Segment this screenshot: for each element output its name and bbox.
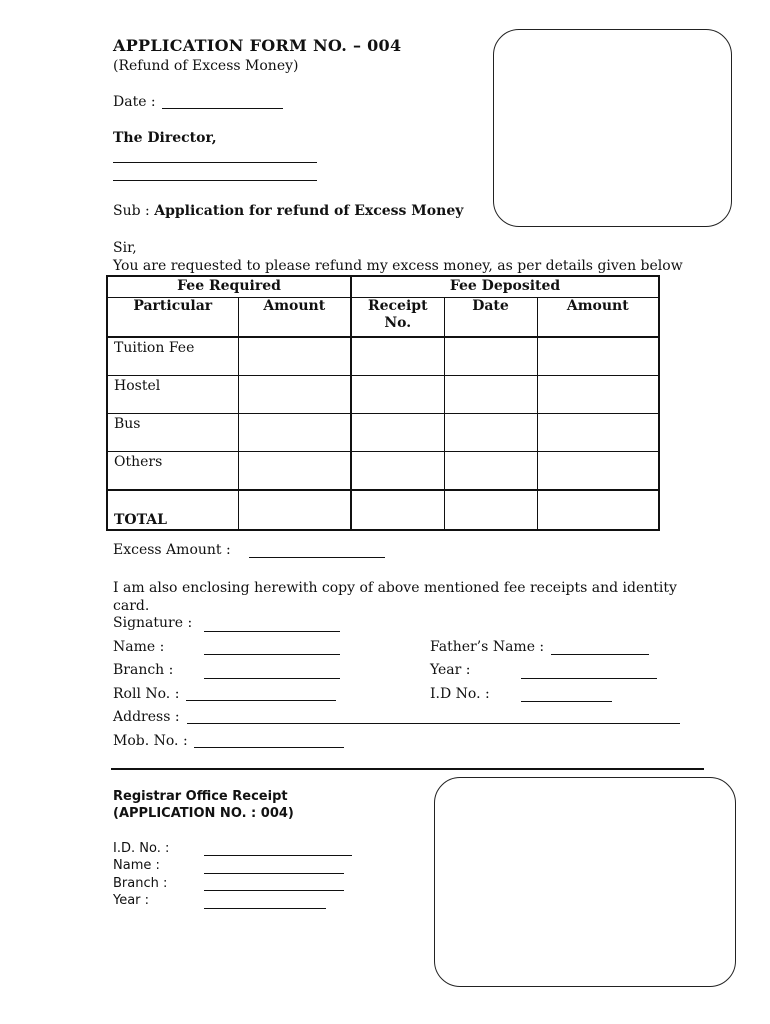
- name-label: Name :: [113, 639, 165, 655]
- excess-amount-field[interactable]: [249, 557, 385, 558]
- branch-field[interactable]: [204, 678, 340, 679]
- year-field[interactable]: [521, 678, 657, 679]
- intro-text: You are requested to please refund my excess money, as per details given below: [113, 258, 683, 274]
- receipt-year-label: Year :: [113, 893, 150, 908]
- column-header: Particular: [107, 298, 238, 338]
- receipt-id-field[interactable]: [204, 855, 352, 856]
- table-cell[interactable]: [238, 490, 351, 530]
- fathers-name-field[interactable]: [551, 654, 649, 655]
- excess-amount-label: Excess Amount :: [113, 542, 231, 558]
- receipt-title: Registrar Office Receipt: [113, 789, 288, 804]
- row-label: Bus: [107, 414, 238, 452]
- fee-required-header: Fee Required: [107, 276, 351, 298]
- table-cell[interactable]: [537, 376, 659, 414]
- column-header: Receipt No.: [351, 298, 444, 338]
- signature-label: Signature :: [113, 615, 193, 631]
- roll-no-label: Roll No. :: [113, 686, 180, 702]
- receipt-name-label: Name :: [113, 858, 160, 873]
- table-cell[interactable]: [444, 337, 537, 376]
- receipt-branch-label: Branch :: [113, 876, 168, 891]
- table-cell[interactable]: [351, 376, 444, 414]
- receipt-year-field[interactable]: [204, 908, 326, 909]
- salutation: Sir,: [113, 240, 137, 256]
- column-header: Amount: [537, 298, 659, 338]
- id-no-label: I.D No. :: [430, 686, 490, 702]
- signature-field[interactable]: [204, 631, 340, 632]
- table-cell[interactable]: [351, 414, 444, 452]
- fathers-name-label: Father’s Name :: [430, 639, 545, 655]
- address-label: Address :: [113, 709, 180, 725]
- receipt-name-field[interactable]: [204, 873, 344, 874]
- receipt-id-label: I.D. No. :: [113, 841, 170, 856]
- total-row: [107, 490, 659, 530]
- date-label: Date :: [113, 94, 156, 110]
- branch-label: Branch :: [113, 662, 174, 678]
- photo-box: [493, 29, 732, 227]
- column-header: Date: [444, 298, 537, 338]
- declaration-text: I am also enclosing herewith copy of above mentioned fee receipts and identity card.: [113, 580, 677, 614]
- total-label: TOTAL: [107, 490, 238, 530]
- table-cell[interactable]: [351, 337, 444, 376]
- subject-text: Application for refund of Excess Money: [154, 203, 464, 219]
- table-row: [107, 414, 659, 452]
- table-cell[interactable]: [537, 452, 659, 491]
- subject-prefix: Sub :: [113, 203, 150, 219]
- table-cell[interactable]: [537, 414, 659, 452]
- id-no-field[interactable]: [521, 701, 612, 702]
- table-cell[interactable]: [444, 414, 537, 452]
- receipt-subtitle: (APPLICATION NO. : 004): [113, 806, 294, 821]
- table-cell[interactable]: [238, 376, 351, 414]
- fee-deposited-header: Fee Deposited: [351, 276, 659, 298]
- form-title: APPLICATION FORM NO. – 004: [113, 36, 402, 55]
- table-cell[interactable]: [444, 452, 537, 491]
- table-cell[interactable]: [238, 414, 351, 452]
- column-header: Amount: [238, 298, 351, 338]
- addressee-line-2[interactable]: [113, 180, 317, 181]
- address-field[interactable]: [187, 723, 680, 724]
- table-cell[interactable]: [238, 452, 351, 491]
- name-field[interactable]: [204, 654, 340, 655]
- table-cell[interactable]: [444, 490, 537, 530]
- section-divider: [111, 768, 704, 770]
- table-cell[interactable]: [444, 376, 537, 414]
- table-cell[interactable]: [351, 490, 444, 530]
- form-subtitle: (Refund of Excess Money): [113, 58, 299, 74]
- table-cell[interactable]: [238, 337, 351, 376]
- table-row: [107, 337, 659, 376]
- table-row: [107, 376, 659, 414]
- row-label: Tuition Fee: [107, 337, 238, 376]
- table-cell[interactable]: [351, 452, 444, 491]
- receipt-stamp-box: [434, 777, 736, 987]
- table-cell[interactable]: [537, 490, 659, 530]
- row-label: Hostel: [107, 376, 238, 414]
- date-field[interactable]: [162, 108, 283, 109]
- row-label: Others: [107, 452, 238, 491]
- receipt-branch-field[interactable]: [204, 890, 344, 891]
- fee-table: [106, 275, 660, 531]
- year-label: Year :: [430, 662, 471, 678]
- roll-no-field[interactable]: [186, 700, 336, 701]
- mob-no-label: Mob. No. :: [113, 733, 188, 749]
- table-cell[interactable]: [537, 337, 659, 376]
- table-row: [107, 452, 659, 491]
- addressee: The Director,: [113, 130, 217, 146]
- subject-line: [113, 203, 463, 219]
- mob-no-field[interactable]: [194, 747, 344, 748]
- addressee-line-1[interactable]: [113, 162, 317, 163]
